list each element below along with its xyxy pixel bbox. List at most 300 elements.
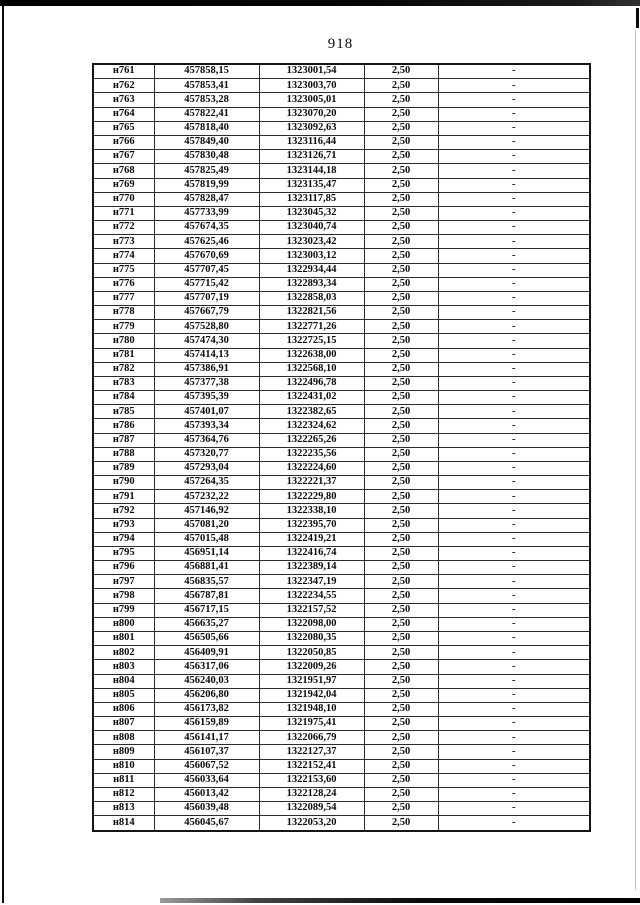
- table-row: [93, 504, 590, 518]
- point-id-cell: н772: [93, 221, 154, 235]
- note-cell: -: [438, 206, 590, 220]
- note-cell: -: [438, 773, 590, 787]
- x-coordinate-cell: 456206,80: [154, 688, 259, 702]
- table-row: [93, 773, 590, 787]
- table-row: [93, 433, 590, 447]
- note-cell: -: [438, 561, 590, 575]
- precision-cell: 2,50: [364, 391, 438, 405]
- point-id-cell: н795: [93, 546, 154, 560]
- table-row: [93, 135, 590, 149]
- y-coordinate-cell: 1322009,26: [259, 660, 364, 674]
- table-row: [93, 476, 590, 490]
- x-coordinate-cell: 457830,48: [154, 150, 259, 164]
- x-coordinate-cell: 456067,52: [154, 759, 259, 773]
- note-cell: -: [438, 702, 590, 716]
- note-cell: -: [438, 802, 590, 816]
- note-cell: -: [438, 787, 590, 801]
- x-coordinate-cell: 456173,82: [154, 702, 259, 716]
- point-id-cell: н778: [93, 306, 154, 320]
- precision-cell: 2,50: [364, 816, 438, 831]
- point-id-cell: н776: [93, 277, 154, 291]
- precision-cell: 2,50: [364, 405, 438, 419]
- point-id-cell: н782: [93, 362, 154, 376]
- note-cell: -: [438, 745, 590, 759]
- table-row: [93, 221, 590, 235]
- point-id-cell: н779: [93, 320, 154, 334]
- table-row: [93, 787, 590, 801]
- table-row: [93, 717, 590, 731]
- precision-cell: 2,50: [364, 135, 438, 149]
- table-row: [93, 348, 590, 362]
- table-row: [93, 660, 590, 674]
- note-cell: -: [438, 490, 590, 504]
- y-coordinate-cell: 1322089,54: [259, 802, 364, 816]
- x-coordinate-cell: 457715,42: [154, 277, 259, 291]
- point-id-cell: н799: [93, 603, 154, 617]
- table-row: [93, 391, 590, 405]
- x-coordinate-cell: 457858,15: [154, 64, 259, 79]
- x-coordinate-cell: 457667,79: [154, 306, 259, 320]
- table-row: [93, 93, 590, 107]
- precision-cell: 2,50: [364, 731, 438, 745]
- y-coordinate-cell: 1322229,80: [259, 490, 364, 504]
- precision-cell: 2,50: [364, 632, 438, 646]
- precision-cell: 2,50: [364, 249, 438, 263]
- table-row: [93, 632, 590, 646]
- note-cell: -: [438, 660, 590, 674]
- table-row: [93, 362, 590, 376]
- note-cell: -: [438, 121, 590, 135]
- y-coordinate-cell: 1322431,02: [259, 391, 364, 405]
- note-cell: -: [438, 192, 590, 206]
- table-row: [93, 731, 590, 745]
- table-row: [93, 419, 590, 433]
- precision-cell: 2,50: [364, 674, 438, 688]
- precision-cell: 2,50: [364, 306, 438, 320]
- x-coordinate-cell: 457293,04: [154, 461, 259, 475]
- x-coordinate-cell: 456033,64: [154, 773, 259, 787]
- table-row: [93, 249, 590, 263]
- point-id-cell: н802: [93, 646, 154, 660]
- note-cell: -: [438, 150, 590, 164]
- y-coordinate-cell: 1321951,97: [259, 674, 364, 688]
- point-id-cell: н762: [93, 79, 154, 93]
- note-cell: -: [438, 603, 590, 617]
- point-id-cell: н766: [93, 135, 154, 149]
- point-id-cell: н812: [93, 787, 154, 801]
- y-coordinate-cell: 1322235,56: [259, 447, 364, 461]
- note-cell: -: [438, 504, 590, 518]
- y-coordinate-cell: 1322265,26: [259, 433, 364, 447]
- table-row: [93, 178, 590, 192]
- note-cell: -: [438, 759, 590, 773]
- table-row: [93, 376, 590, 390]
- point-id-cell: н769: [93, 178, 154, 192]
- x-coordinate-cell: 457081,20: [154, 518, 259, 532]
- point-id-cell: н811: [93, 773, 154, 787]
- table-row: [93, 79, 590, 93]
- x-coordinate-cell: 456951,14: [154, 546, 259, 560]
- y-coordinate-cell: 1323023,42: [259, 235, 364, 249]
- point-id-cell: н775: [93, 263, 154, 277]
- x-coordinate-cell: 457828,47: [154, 192, 259, 206]
- table-row: [93, 107, 590, 121]
- table-row: [93, 816, 590, 831]
- point-id-cell: н771: [93, 206, 154, 220]
- note-cell: -: [438, 419, 590, 433]
- precision-cell: 2,50: [364, 221, 438, 235]
- precision-cell: 2,50: [364, 277, 438, 291]
- note-cell: -: [438, 447, 590, 461]
- x-coordinate-cell: 456013,42: [154, 787, 259, 801]
- table-row: [93, 745, 590, 759]
- x-coordinate-cell: 456835,57: [154, 575, 259, 589]
- precision-cell: 2,50: [364, 334, 438, 348]
- scan-artifact-right-mark: [636, 8, 639, 28]
- precision-cell: 2,50: [364, 660, 438, 674]
- precision-cell: 2,50: [364, 433, 438, 447]
- precision-cell: 2,50: [364, 646, 438, 660]
- precision-cell: 2,50: [364, 476, 438, 490]
- y-coordinate-cell: 1322157,52: [259, 603, 364, 617]
- x-coordinate-cell: 457364,76: [154, 433, 259, 447]
- note-cell: -: [438, 107, 590, 121]
- note-cell: -: [438, 717, 590, 731]
- note-cell: -: [438, 391, 590, 405]
- table-row: [93, 291, 590, 305]
- coordinates-table: [92, 63, 591, 832]
- x-coordinate-cell: 457853,28: [154, 93, 259, 107]
- point-id-cell: н761: [93, 64, 154, 79]
- point-id-cell: н780: [93, 334, 154, 348]
- point-id-cell: н767: [93, 150, 154, 164]
- y-coordinate-cell: 1323117,85: [259, 192, 364, 206]
- y-coordinate-cell: 1322771,26: [259, 320, 364, 334]
- precision-cell: 2,50: [364, 348, 438, 362]
- point-id-cell: н774: [93, 249, 154, 263]
- note-cell: -: [438, 518, 590, 532]
- precision-cell: 2,50: [364, 702, 438, 716]
- table-row: [93, 688, 590, 702]
- y-coordinate-cell: 1322419,21: [259, 532, 364, 546]
- x-coordinate-cell: 456317,06: [154, 660, 259, 674]
- point-id-cell: н806: [93, 702, 154, 716]
- y-coordinate-cell: 1322395,70: [259, 518, 364, 532]
- page-number: 918: [327, 36, 354, 52]
- note-cell: -: [438, 476, 590, 490]
- y-coordinate-cell: 1323003,12: [259, 249, 364, 263]
- point-id-cell: н787: [93, 433, 154, 447]
- precision-cell: 2,50: [364, 802, 438, 816]
- x-coordinate-cell: 457474,30: [154, 334, 259, 348]
- precision-cell: 2,50: [364, 745, 438, 759]
- point-id-cell: н784: [93, 391, 154, 405]
- point-id-cell: н792: [93, 504, 154, 518]
- table-row: [93, 121, 590, 135]
- note-cell: -: [438, 575, 590, 589]
- point-id-cell: н764: [93, 107, 154, 121]
- point-id-cell: н800: [93, 617, 154, 631]
- precision-cell: 2,50: [364, 79, 438, 93]
- point-id-cell: н805: [93, 688, 154, 702]
- table-row: [93, 206, 590, 220]
- precision-cell: 2,50: [364, 617, 438, 631]
- x-coordinate-cell: 457377,38: [154, 376, 259, 390]
- x-coordinate-cell: 457707,45: [154, 263, 259, 277]
- point-id-cell: н797: [93, 575, 154, 589]
- precision-cell: 2,50: [364, 759, 438, 773]
- precision-cell: 2,50: [364, 150, 438, 164]
- y-coordinate-cell: 1321975,41: [259, 717, 364, 731]
- precision-cell: 2,50: [364, 206, 438, 220]
- y-coordinate-cell: 1323001,54: [259, 64, 364, 79]
- precision-cell: 2,50: [364, 376, 438, 390]
- precision-cell: 2,50: [364, 320, 438, 334]
- table-row: [93, 490, 590, 504]
- point-id-cell: н763: [93, 93, 154, 107]
- table-row: [93, 702, 590, 716]
- point-id-cell: н807: [93, 717, 154, 731]
- precision-cell: 2,50: [364, 263, 438, 277]
- note-cell: -: [438, 688, 590, 702]
- table-row: [93, 192, 590, 206]
- point-id-cell: н770: [93, 192, 154, 206]
- y-coordinate-cell: 1322080,35: [259, 632, 364, 646]
- x-coordinate-cell: 456039,48: [154, 802, 259, 816]
- x-coordinate-cell: 457528,80: [154, 320, 259, 334]
- y-coordinate-cell: 1322568,10: [259, 362, 364, 376]
- table-row: [93, 589, 590, 603]
- y-coordinate-cell: 1322221,37: [259, 476, 364, 490]
- y-coordinate-cell: 1323005,01: [259, 93, 364, 107]
- x-coordinate-cell: 457849,40: [154, 135, 259, 149]
- table-row: [93, 235, 590, 249]
- precision-cell: 2,50: [364, 461, 438, 475]
- note-cell: -: [438, 235, 590, 249]
- note-cell: -: [438, 362, 590, 376]
- x-coordinate-cell: 456240,03: [154, 674, 259, 688]
- note-cell: -: [438, 291, 590, 305]
- x-coordinate-cell: 457015,48: [154, 532, 259, 546]
- precision-cell: 2,50: [364, 518, 438, 532]
- note-cell: -: [438, 348, 590, 362]
- y-coordinate-cell: 1322638,00: [259, 348, 364, 362]
- x-coordinate-cell: 457264,35: [154, 476, 259, 490]
- point-id-cell: н768: [93, 164, 154, 178]
- y-coordinate-cell: 1323045,32: [259, 206, 364, 220]
- precision-cell: 2,50: [364, 561, 438, 575]
- precision-cell: 2,50: [364, 589, 438, 603]
- point-id-cell: н789: [93, 461, 154, 475]
- x-coordinate-cell: 457146,92: [154, 504, 259, 518]
- note-cell: -: [438, 306, 590, 320]
- x-coordinate-cell: 456409,91: [154, 646, 259, 660]
- y-coordinate-cell: 1322153,60: [259, 773, 364, 787]
- precision-cell: 2,50: [364, 362, 438, 376]
- x-coordinate-cell: 456505,66: [154, 632, 259, 646]
- x-coordinate-cell: 457386,91: [154, 362, 259, 376]
- x-coordinate-cell: 457393,34: [154, 419, 259, 433]
- y-coordinate-cell: 1322858,03: [259, 291, 364, 305]
- table-row: [93, 759, 590, 773]
- y-coordinate-cell: 1322053,20: [259, 816, 364, 831]
- precision-cell: 2,50: [364, 546, 438, 560]
- precision-cell: 2,50: [364, 504, 438, 518]
- precision-cell: 2,50: [364, 235, 438, 249]
- precision-cell: 2,50: [364, 532, 438, 546]
- y-coordinate-cell: 1322050,85: [259, 646, 364, 660]
- y-coordinate-cell: 1322098,00: [259, 617, 364, 631]
- point-id-cell: н798: [93, 589, 154, 603]
- table-row: [93, 447, 590, 461]
- precision-cell: 2,50: [364, 64, 438, 79]
- y-coordinate-cell: 1323116,44: [259, 135, 364, 149]
- point-id-cell: н804: [93, 674, 154, 688]
- table-row: [93, 150, 590, 164]
- note-cell: -: [438, 263, 590, 277]
- table-row: [93, 320, 590, 334]
- y-coordinate-cell: 1322066,79: [259, 731, 364, 745]
- x-coordinate-cell: 456717,15: [154, 603, 259, 617]
- y-coordinate-cell: 1322324,62: [259, 419, 364, 433]
- y-coordinate-cell: 1323040,74: [259, 221, 364, 235]
- note-cell: -: [438, 461, 590, 475]
- precision-cell: 2,50: [364, 688, 438, 702]
- table-row: [93, 561, 590, 575]
- scan-artifact-top-edge: [0, 0, 640, 6]
- table-row: [93, 617, 590, 631]
- y-coordinate-cell: 1322382,65: [259, 405, 364, 419]
- x-coordinate-cell: 456107,37: [154, 745, 259, 759]
- scan-artifact-left-edge: [2, 6, 4, 903]
- x-coordinate-cell: 457853,41: [154, 79, 259, 93]
- point-id-cell: н781: [93, 348, 154, 362]
- y-coordinate-cell: 1321942,04: [259, 688, 364, 702]
- precision-cell: 2,50: [364, 447, 438, 461]
- note-cell: -: [438, 433, 590, 447]
- note-cell: -: [438, 731, 590, 745]
- precision-cell: 2,50: [364, 107, 438, 121]
- x-coordinate-cell: 456141,17: [154, 731, 259, 745]
- point-id-cell: н808: [93, 731, 154, 745]
- y-coordinate-cell: 1323070,20: [259, 107, 364, 121]
- x-coordinate-cell: 456881,41: [154, 561, 259, 575]
- y-coordinate-cell: 1323144,18: [259, 164, 364, 178]
- note-cell: -: [438, 93, 590, 107]
- note-cell: -: [438, 221, 590, 235]
- x-coordinate-cell: 456159,89: [154, 717, 259, 731]
- point-id-cell: н788: [93, 447, 154, 461]
- x-coordinate-cell: 457707,19: [154, 291, 259, 305]
- table-row: [93, 532, 590, 546]
- table-row: [93, 405, 590, 419]
- table-row: [93, 575, 590, 589]
- point-id-cell: н810: [93, 759, 154, 773]
- x-coordinate-cell: 457822,41: [154, 107, 259, 121]
- x-coordinate-cell: 456787,81: [154, 589, 259, 603]
- table-row: [93, 64, 590, 79]
- note-cell: -: [438, 178, 590, 192]
- note-cell: -: [438, 405, 590, 419]
- note-cell: -: [438, 589, 590, 603]
- table-row: [93, 674, 590, 688]
- note-cell: -: [438, 64, 590, 79]
- x-coordinate-cell: 457232,22: [154, 490, 259, 504]
- precision-cell: 2,50: [364, 575, 438, 589]
- note-cell: -: [438, 164, 590, 178]
- scan-artifact-right-line: [635, 30, 636, 890]
- point-id-cell: н777: [93, 291, 154, 305]
- x-coordinate-cell: 456045,67: [154, 816, 259, 831]
- point-id-cell: н765: [93, 121, 154, 135]
- y-coordinate-cell: 1322128,24: [259, 787, 364, 801]
- table-row: [93, 802, 590, 816]
- precision-cell: 2,50: [364, 192, 438, 206]
- table-row: [93, 603, 590, 617]
- x-coordinate-cell: 457733,99: [154, 206, 259, 220]
- note-cell: -: [438, 79, 590, 93]
- x-coordinate-cell: 457401,07: [154, 405, 259, 419]
- point-id-cell: н794: [93, 532, 154, 546]
- table-row: [93, 263, 590, 277]
- y-coordinate-cell: 1322127,37: [259, 745, 364, 759]
- point-id-cell: н793: [93, 518, 154, 532]
- note-cell: -: [438, 532, 590, 546]
- note-cell: -: [438, 816, 590, 831]
- x-coordinate-cell: 457625,46: [154, 235, 259, 249]
- point-id-cell: н791: [93, 490, 154, 504]
- point-id-cell: н809: [93, 745, 154, 759]
- note-cell: -: [438, 249, 590, 263]
- note-cell: -: [438, 135, 590, 149]
- point-id-cell: н796: [93, 561, 154, 575]
- y-coordinate-cell: 1321948,10: [259, 702, 364, 716]
- table-row: [93, 518, 590, 532]
- note-cell: -: [438, 646, 590, 660]
- precision-cell: 2,50: [364, 717, 438, 731]
- point-id-cell: н814: [93, 816, 154, 831]
- y-coordinate-cell: 1323135,47: [259, 178, 364, 192]
- x-coordinate-cell: 457414,13: [154, 348, 259, 362]
- note-cell: -: [438, 632, 590, 646]
- point-id-cell: н801: [93, 632, 154, 646]
- note-cell: -: [438, 334, 590, 348]
- precision-cell: 2,50: [364, 603, 438, 617]
- x-coordinate-cell: 457670,69: [154, 249, 259, 263]
- precision-cell: 2,50: [364, 490, 438, 504]
- y-coordinate-cell: 1322338,10: [259, 504, 364, 518]
- precision-cell: 2,50: [364, 164, 438, 178]
- precision-cell: 2,50: [364, 121, 438, 135]
- point-id-cell: н783: [93, 376, 154, 390]
- x-coordinate-cell: 457819,99: [154, 178, 259, 192]
- precision-cell: 2,50: [364, 787, 438, 801]
- point-id-cell: н786: [93, 419, 154, 433]
- y-coordinate-cell: 1322347,19: [259, 575, 364, 589]
- table-row: [93, 546, 590, 560]
- table-row: [93, 277, 590, 291]
- y-coordinate-cell: 1322893,34: [259, 277, 364, 291]
- y-coordinate-cell: 1323092,63: [259, 121, 364, 135]
- y-coordinate-cell: 1322224,60: [259, 461, 364, 475]
- table-row: [93, 461, 590, 475]
- scan-artifact-bottom-edge: [160, 898, 640, 903]
- y-coordinate-cell: 1323126,71: [259, 150, 364, 164]
- precision-cell: 2,50: [364, 93, 438, 107]
- precision-cell: 2,50: [364, 419, 438, 433]
- x-coordinate-cell: 457320,77: [154, 447, 259, 461]
- x-coordinate-cell: 457395,39: [154, 391, 259, 405]
